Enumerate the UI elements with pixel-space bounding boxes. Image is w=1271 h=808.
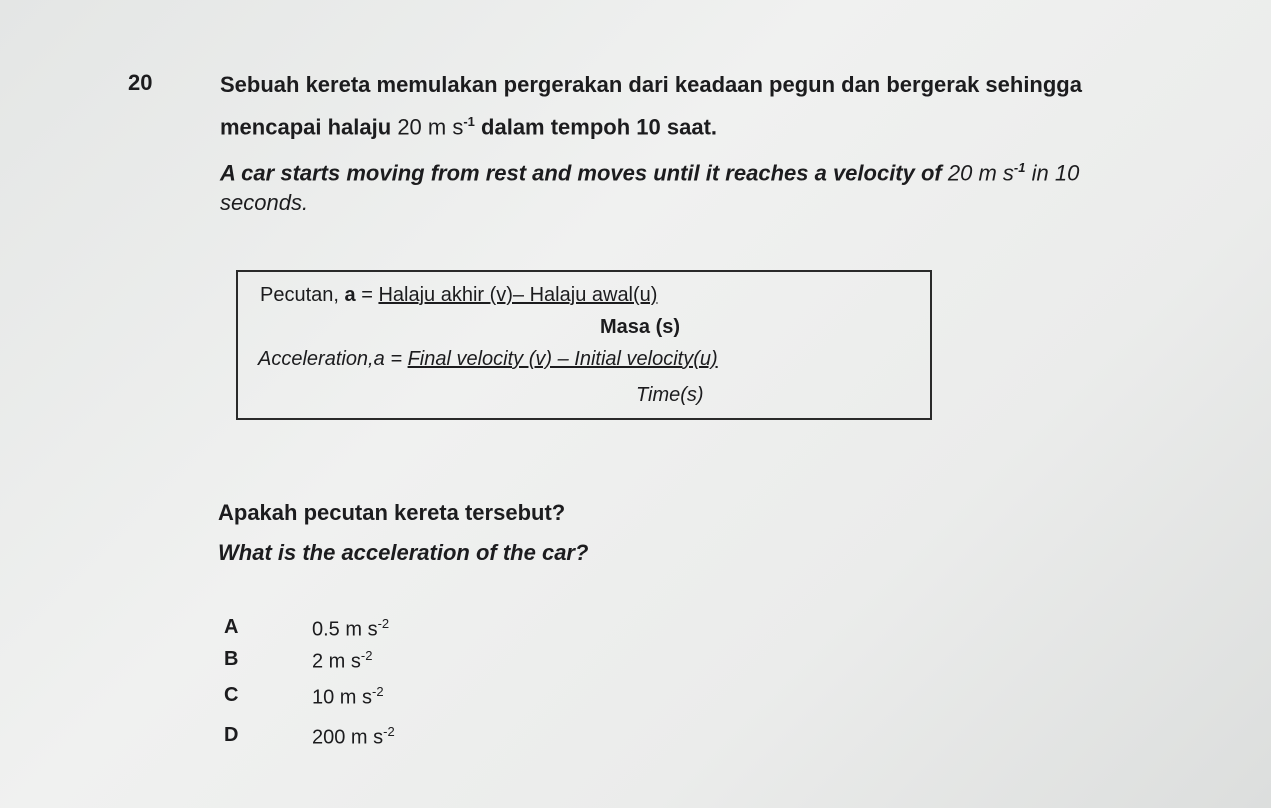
formula-english-denominator: Time(s)	[636, 384, 704, 406]
option-value: 2 m $s^{-2}$	[312, 648, 373, 673]
malay-line-2-pre: mencapai halaju	[220, 114, 392, 140]
formula-english-row	[258, 348, 718, 371]
question-number: 20	[128, 70, 153, 95]
question-english-line-1	[220, 160, 1079, 186]
prompt-malay: Apakah pecutan kereta tersebut?	[218, 500, 566, 525]
formula-english-numerator: Final velocity (v) – Initial velocity(u)	[407, 348, 718, 370]
formula-malay-row	[260, 284, 657, 307]
prompt-english: What is the acceleration of the car?	[218, 540, 589, 565]
option-letter: D	[224, 724, 239, 746]
formula-malay-equals: =	[361, 284, 373, 306]
formula-english-label: Acceleration,a	[258, 348, 385, 370]
malay-line-2-post: dalam tempoh 10 saat.	[481, 114, 718, 140]
formula-malay-var: a	[344, 284, 356, 306]
formula-malay-denominator: Masa (s)	[600, 316, 681, 338]
option-letter: A	[224, 616, 239, 638]
malay-velocity-exponent: -1	[463, 114, 475, 129]
option-letter: C	[224, 684, 239, 706]
question-malay-line-1: Sebuah kereta memulakan pergerakan dari keadaan pegun dan bergerak sehingga	[220, 72, 1082, 97]
option-value: 0.5 m $s^{-2}$	[312, 616, 390, 641]
english-velocity-value: 20 m s	[947, 160, 1014, 186]
option-value: 200 m $s^{-2}$	[312, 724, 395, 749]
formula-box	[236, 270, 932, 420]
formula-malay-label: Pecutan,	[260, 284, 339, 306]
english-velocity-exponent: -1	[1013, 160, 1026, 175]
formula-english-equals: =	[390, 348, 402, 370]
option-letter: B	[224, 648, 239, 670]
malay-velocity-value: 20 m s	[397, 114, 464, 140]
question-malay-line-2	[220, 114, 717, 140]
english-line-1-pre: A car starts moving from rest and moves until it reaches a velocity of	[220, 160, 942, 186]
english-line-1-post: in 10	[1031, 160, 1080, 186]
formula-malay-numerator: Halaju akhir (v)– Halaju awal(u)	[378, 284, 658, 306]
option-value: 10 m $s^{-2}$	[312, 684, 384, 709]
question-english-line-2: seconds.	[220, 190, 309, 215]
